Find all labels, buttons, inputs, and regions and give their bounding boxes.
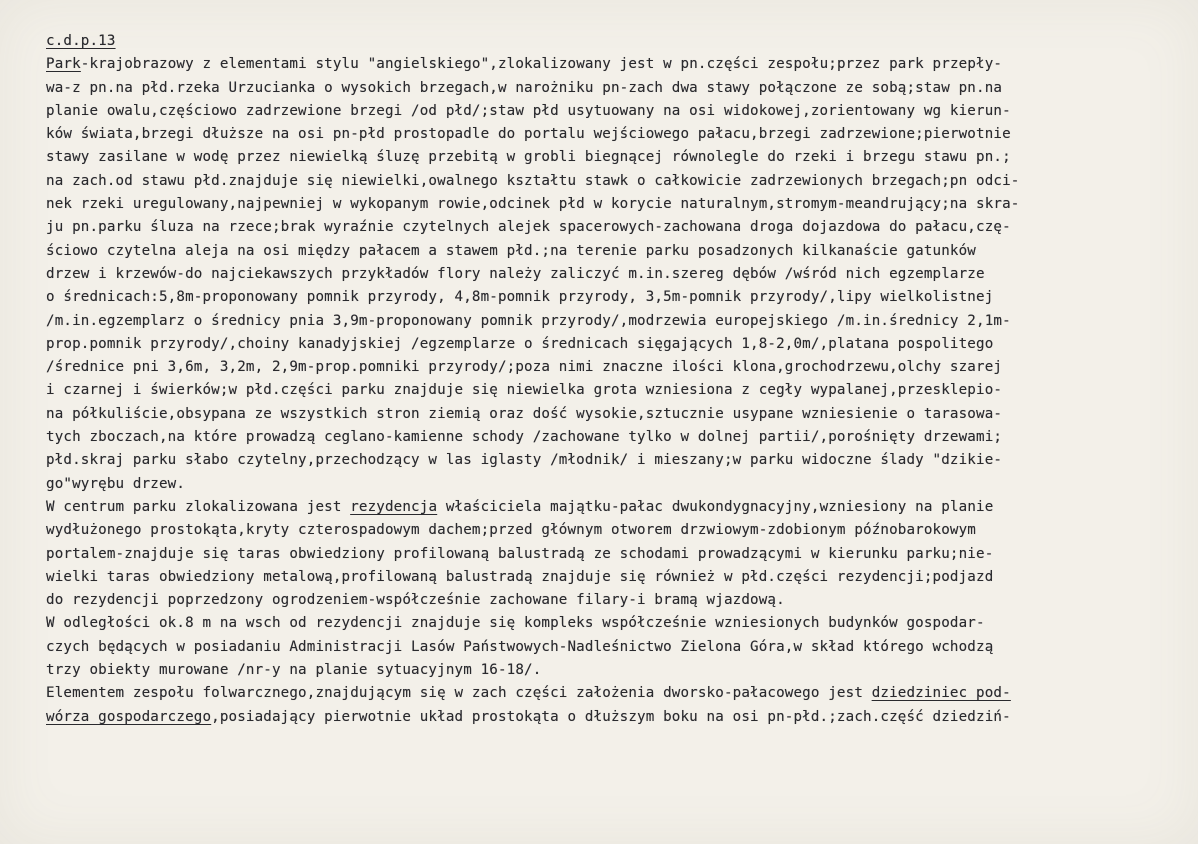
text-line xyxy=(46,566,1194,589)
text-line xyxy=(46,519,1194,542)
text-line xyxy=(46,216,1194,239)
text-segment: wa-z pn.na płd.rzeka Urzucianka o wysokich brzegach,w narożniku pn-zach dwa stawy połączone ze sobą;staw pn.na xyxy=(46,79,1003,96)
text-segment: -krajobrazowy z elementami stylu "angielskiego",zlokalizowany jest w pn.części zespołu;przez park przepły- xyxy=(80,56,1003,73)
typed-text-body xyxy=(46,30,1194,729)
text-segment: wydłużonego prostokąta,kryty czterospadowym dachem;przed głównym otworem drzwiowym-zdobionym późnobarokowym xyxy=(46,522,977,539)
text-segment: stawy zasilane w wodę przez niewielką śluzę przebitą w grobli biegnącej równolegle do rzeki i brzegu stawu pn.; xyxy=(46,149,1011,166)
text-line xyxy=(46,496,1194,519)
text-segment: płd.skraj parku słabo czytelny,przechodzący w las iglasty /młodnik/ i mieszany;w parku widoczne ślady "dzikie- xyxy=(46,452,1003,469)
text-line xyxy=(46,77,1194,100)
text-line xyxy=(46,100,1194,123)
text-line xyxy=(46,543,1194,566)
text-segment: W odległości ok.8 m na wsch od rezydencji znajduje się kompleks współcześnie wzniesionych budynków gospodar- xyxy=(46,615,985,632)
underlined-text: rezydencja xyxy=(350,498,438,515)
text-line xyxy=(46,30,1194,53)
text-line xyxy=(46,706,1194,729)
text-segment: wielki taras obwiedziony metalową,profilowaną balustradą znajduje się również w płd.części rezydencji;podjazd xyxy=(46,568,994,585)
text-line xyxy=(46,612,1194,635)
text-segment: i czarnej i świerków;w płd.części parku znajduje się niewielka grota wzniesiona z cegły wypalanej,przesklepio- xyxy=(46,382,1003,399)
text-line xyxy=(46,589,1194,612)
text-line xyxy=(46,263,1194,286)
underlined-text: c.d.p.13 xyxy=(46,33,116,49)
text-line xyxy=(46,636,1194,659)
text-line xyxy=(46,333,1194,356)
text-segment: Elementem zespołu folwarcznego,znajdującym się w zach części założenia dworsko-pałacowego jest xyxy=(46,685,872,702)
text-line xyxy=(46,310,1194,333)
text-segment: ków świata,brzegi dłuższe na osi pn-płd prostopadle do portalu wejściowego pałacu,brzegi zadrzewione;pierwotnie xyxy=(46,126,1011,143)
text-segment: o średnicach:5,8m-proponowany pomnik przyrody, 4,8m-pomnik przyrody, 3,5m-pomnik przyrody/,lipy wielkolistnej xyxy=(46,289,994,306)
text-segment: ,posiadający pierwotnie układ prostokąta o dłuższym boku na osi pn-płd.;zach.część dziedziń- xyxy=(211,708,1011,725)
text-line xyxy=(46,403,1194,426)
text-segment: drzew i krzewów-do najciekawszych przykładów flory należy zaliczyć m.in.szereg dębów /wśród nich egzemplarze xyxy=(46,265,985,282)
text-line xyxy=(46,240,1194,263)
text-segment: /średnice pni 3,6m, 3,2m, 2,9m-prop.pomniki przyrody/;poza nimi znaczne ilości klona,grochodrzewu,olchy szarej xyxy=(46,359,1003,376)
text-segment: na zach.od stawu płd.znajduje się niewielki,owalnego kształtu stawk o całkowicie zadrzewionych brzegach;pn odci- xyxy=(46,172,1020,189)
text-line xyxy=(46,146,1194,169)
text-segment: na półkuliście,obsypana ze wszystkich stron ziemią oraz dość wysokie,sztucznie usypane wzniesienie o tarasowa- xyxy=(46,405,1003,422)
text-segment: prop.pomnik przyrody/,choiny kanadyjskiej /egzemplarze o średnicach sięgających 1,8-2,0m/,platana pospolitego xyxy=(46,335,994,352)
text-segment: ściowo czytelna aleja na osi między pałacem a stawem płd.;na terenie parku posadzonych kilkanaście gatunków xyxy=(46,242,977,259)
underlined-text: wórza gospodarczego xyxy=(46,708,212,725)
text-segment: go"wyrębu drzew. xyxy=(46,475,186,492)
underlined-text: Park xyxy=(46,56,81,73)
text-line xyxy=(46,170,1194,193)
text-line xyxy=(46,53,1194,76)
text-line xyxy=(46,473,1194,496)
text-line xyxy=(46,449,1194,472)
text-segment: trzy obiekty murowane /nr-y na planie sytuacyjnym 16-18/. xyxy=(46,662,542,679)
text-segment: W centrum parku zlokalizowana jest xyxy=(46,498,351,515)
text-segment: właściciela majątku-pałac dwukondygnacyjny,wzniesiony na planie xyxy=(437,498,994,515)
text-segment: do rezydencji poprzedzony ogrodzeniem-współcześnie zachowane filary-i bramą wjazdową. xyxy=(46,592,785,609)
text-line xyxy=(46,286,1194,309)
text-segment: planie owalu,częściowo zadrzewione brzegi /od płd/;staw płd usytuowany na osi widokowej,zorientowany wg kierun- xyxy=(46,102,1011,119)
text-segment: ju pn.parku śluza na rzece;brak wyraźnie czytelnych alejek spacerowych-zachowana droga dojazdowa do pałacu,czę- xyxy=(46,219,1011,236)
text-segment: portalem-znajduje się taras obwiedziony profilowaną balustradą ze schodami prowadzącymi w kierunku parku;nie- xyxy=(46,545,994,562)
text-line xyxy=(46,356,1194,379)
text-line xyxy=(46,659,1194,682)
underlined-text: dziedziniec pod- xyxy=(871,685,1011,702)
text-line xyxy=(46,193,1194,216)
text-line xyxy=(46,426,1194,449)
text-line xyxy=(46,123,1194,146)
text-segment: czych będących w posiadaniu Administracji Lasów Państwowych-Nadleśnictwo Zielona Góra,w skład którego wchodzą xyxy=(46,638,994,655)
text-line xyxy=(46,379,1194,402)
text-line xyxy=(46,682,1194,705)
text-segment: /m.in.egzemplarz o średnicy pnia 3,9m-proponowany pomnik przyrody/,modrzewia europejskiego /m.in.średnicy 2,1m- xyxy=(46,312,1011,329)
text-segment: tych zboczach,na które prowadzą ceglano-kamienne schody /zachowane tylko w dolnej partii/,porośnięty drzewami; xyxy=(46,429,1003,446)
text-segment: nek rzeki uregulowany,najpewniej w wykopanym rowie,odcinek płd w korycie naturalnym,stromym-meandrujący;na skra- xyxy=(46,196,1020,213)
